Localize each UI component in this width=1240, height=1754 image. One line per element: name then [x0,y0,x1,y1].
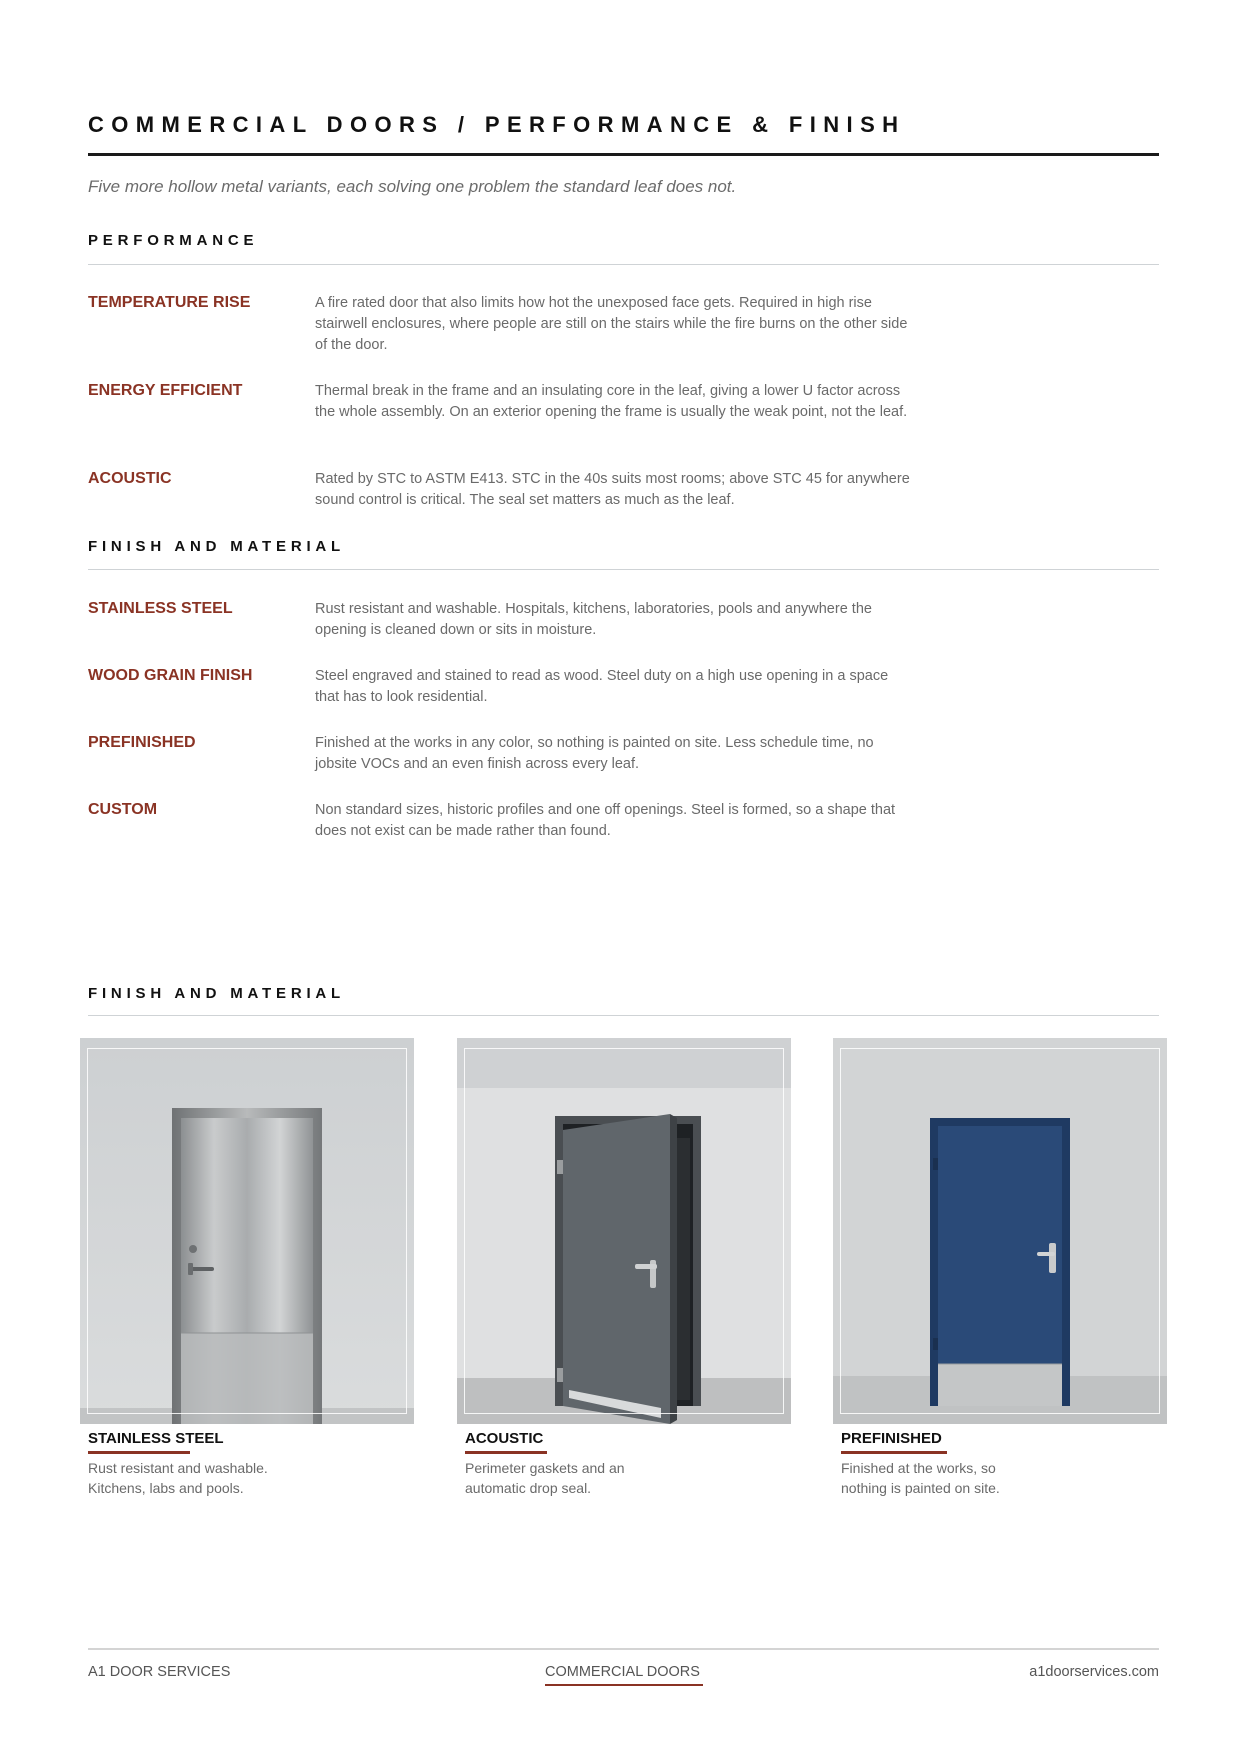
card-accent [88,1451,190,1454]
performance-heading: PERFORMANCE [88,232,259,249]
footer-website-link[interactable]: a1doorservices.com [1029,1664,1159,1680]
term-acoustic: ACOUSTIC [88,470,172,487]
stainless-door-photo [80,1038,414,1424]
card-desc-stainless: Rust resistant and washable. Kitchens, labs and pools. [88,1460,268,1496]
title-rule [88,153,1159,156]
photo-frame [464,1048,784,1414]
finish-heading: FINISH AND MATERIAL [88,538,346,555]
performance-rule [88,264,1159,265]
desc-prefinished: Finished at the works in any color, so nothing is painted on site. Less schedule time, no jobsite VOCs and an even finish across every leaf. [315,735,874,772]
desc-acoustic: Rated by STC to ASTM E413. STC in the 40s suits most rooms; above STC 45 for anywhere sound control is critical. The seal set matters as much as the leaf. [315,471,910,508]
desc-energy-efficient: Thermal break in the frame and an insulating core in the leaf, giving a lower U factor across the whole assembly. On an exterior opening the frame is usually the weak point, not the leaf. [315,383,908,420]
finish-rule [88,569,1159,570]
desc-wood-grain: Steel engraved and stained to read as wood. Steel duty on a high use opening in a space that has to look residential. [315,668,889,705]
term-wood-grain: WOOD GRAIN FINISH [88,667,253,684]
photo-frame [87,1048,407,1414]
card-desc-prefinished: Finished at the works, so nothing is painted on site. [841,1460,1000,1496]
prefinished-door-photo [833,1038,1167,1424]
desc-temperature-rise: A fire rated door that also limits how hot the unexposed face gets. Required in high rise stairwell enclosures, where people are still on the stairs while the fire burns on the other side of the door. [315,295,908,353]
term-prefinished: PREFINISHED [88,734,196,751]
card-accent [465,1451,547,1454]
card-accent [841,1451,947,1454]
footer-section-link[interactable]: COMMERCIAL DOORS [545,1664,700,1680]
gallery-heading: FINISH AND MATERIAL [88,985,346,1002]
footer-section-underline [545,1684,703,1686]
acoustic-door-photo [457,1038,791,1424]
gallery-rule [88,1015,1159,1016]
desc-stainless-steel: Rust resistant and washable. Hospitals, kitchens, laboratories, pools and anywhere the opening is cleaned down or sits in moisture. [315,601,872,638]
gallery-card-stainless [80,1038,414,1496]
term-temperature-rise: TEMPERATURE RISE [88,294,251,311]
card-title-acoustic: ACOUSTIC [465,1430,544,1447]
card-title-stainless: STAINLESS STEEL [88,1430,224,1447]
card-desc-acoustic: Perimeter gaskets and an automatic drop seal. [465,1460,625,1496]
footer-company: A1 DOOR SERVICES [88,1664,231,1680]
term-energy-efficient: ENERGY EFFICIENT [88,382,243,399]
page-subtitle: Five more hollow metal variants, each solving one problem the standard leaf does not. [88,177,737,196]
page-title: COMMERCIAL DOORS / PERFORMANCE & FINISH [88,112,906,137]
term-custom: CUSTOM [88,801,158,818]
term-stainless-steel: STAINLESS STEEL [88,600,233,617]
footer-rule [88,1648,1159,1650]
photo-frame [840,1048,1160,1414]
gallery-card-acoustic [457,1038,791,1496]
card-title-prefinished: PREFINISHED [841,1430,942,1447]
gallery-card-prefinished [833,1038,1167,1496]
desc-custom: Non standard sizes, historic profiles and one off openings. Steel is formed, so a shape that does not exist can be made rather than found. [315,802,896,839]
